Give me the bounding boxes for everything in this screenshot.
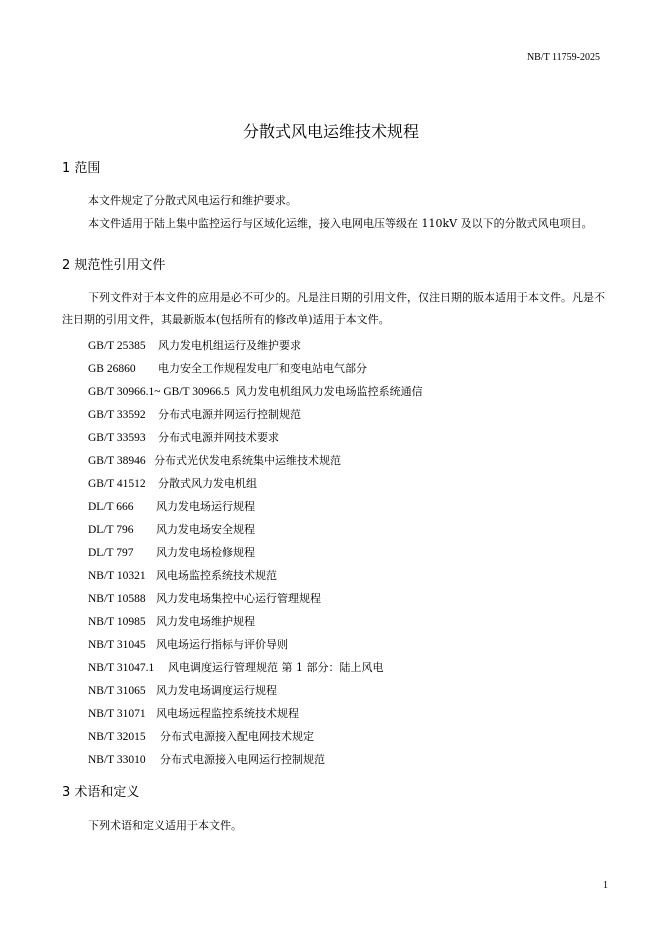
document-code: NB/T 11759-2025 bbox=[526, 52, 600, 63]
reference-item bbox=[88, 541, 423, 564]
section-heading-terms-definitions: 3 术语和定义 bbox=[62, 785, 140, 800]
reference-code: NB/T 33010 bbox=[88, 754, 146, 766]
reference-item bbox=[88, 679, 423, 702]
reference-item bbox=[88, 334, 423, 357]
reference-code: DL/T 666 bbox=[88, 501, 134, 513]
reference-code: DL/T 796 bbox=[88, 524, 134, 536]
terms-intro: 下列术语和定义适用于本文件。 bbox=[88, 819, 242, 832]
reference-item bbox=[88, 380, 423, 403]
reference-title: 风力发电机组风力发电场监控系统通信 bbox=[235, 385, 423, 398]
reference-code: GB/T 33593 bbox=[88, 432, 146, 444]
reference-title: 风力发电场集控中心运行管理规程 bbox=[156, 592, 321, 605]
reference-code: NB/T 31071 bbox=[88, 708, 146, 720]
reference-title: 风电场运行指标与评价导则 bbox=[156, 638, 288, 651]
reference-code: GB/T 30966.1~ GB/T 30966.5 bbox=[88, 386, 230, 398]
section-heading-normative-references: 2 规范性引用文件 bbox=[62, 258, 166, 273]
reference-title: 分布式电源并网技术要求 bbox=[158, 431, 279, 444]
reference-title: 风电调度运行管理规范 第 1 部分：陆上风电 bbox=[168, 661, 384, 674]
reference-code: NB/T 31045 bbox=[88, 639, 146, 651]
reference-item bbox=[88, 357, 423, 380]
reference-title: 风力发电场运行规程 bbox=[156, 500, 255, 513]
reference-code: NB/T 10321 bbox=[88, 570, 146, 582]
reference-item bbox=[88, 426, 423, 449]
reference-item bbox=[88, 495, 423, 518]
reference-code: NB/T 10588 bbox=[88, 593, 146, 605]
reference-code: GB/T 25385 bbox=[88, 340, 146, 352]
scope-paragraph-1: 本文件规定了分散式风电运行和维护要求。 bbox=[88, 194, 297, 207]
reference-code: GB/T 33592 bbox=[88, 409, 146, 421]
reference-title: 风力发电场安全规程 bbox=[156, 523, 255, 536]
reference-code: NB/T 31047.1 bbox=[88, 662, 155, 674]
reference-title: 分布式电源接入电网运行控制规范 bbox=[160, 753, 325, 766]
reference-list bbox=[88, 334, 423, 771]
reference-title: 风力发电场检修规程 bbox=[156, 546, 255, 559]
reference-item bbox=[88, 518, 423, 541]
document-title: 分散式风电运维技术规程 bbox=[242, 122, 419, 141]
reference-title: 风力发电场维护规程 bbox=[156, 615, 255, 628]
page-number: 1 bbox=[603, 880, 608, 891]
reference-item bbox=[88, 702, 423, 725]
reference-item bbox=[88, 656, 423, 679]
reference-item bbox=[88, 633, 423, 656]
reference-title: 风力发电机组运行及维护要求 bbox=[158, 339, 301, 352]
reference-code: NB/T 31065 bbox=[88, 685, 146, 697]
reference-item bbox=[88, 472, 423, 495]
reference-title: 电力安全工作规程发电厂和变电站电气部分 bbox=[158, 362, 367, 375]
reference-title: 分布式电源接入配电网技术规定 bbox=[160, 730, 314, 743]
reference-code: GB/T 41512 bbox=[88, 478, 146, 490]
reference-code: GB/T 38946 bbox=[88, 455, 146, 467]
reference-code: DL/T 797 bbox=[88, 547, 134, 559]
section-heading-scope: 1 范围 bbox=[62, 161, 101, 176]
scope-paragraph-2: 本文件适用于陆上集中监控运行与区域化运维，接入电网电压等级在 110kV 及以下的分散式风电项目。 bbox=[88, 217, 593, 230]
reference-title: 风电场监控系统技术规范 bbox=[156, 569, 277, 582]
reference-code: NB/T 32015 bbox=[88, 731, 146, 743]
reference-title: 分散式风力发电机组 bbox=[158, 477, 257, 490]
reference-item bbox=[88, 610, 423, 633]
reference-code: GB 26860 bbox=[88, 363, 136, 375]
reference-item bbox=[88, 725, 423, 748]
reference-title: 风电场远程监控系统技术规程 bbox=[156, 707, 299, 720]
normative-references-intro: 下列文件对于本文件的应用是必不可少的。凡是注日期的引用文件，仅注日期的版本适用于本文件。凡是不注日期的引用文件，其最新版本(包括所有的修改单)适用于本文件。 bbox=[62, 291, 605, 326]
reference-code: NB/T 10985 bbox=[88, 616, 146, 628]
reference-item bbox=[88, 449, 423, 472]
reference-title: 风力发电场调度运行规程 bbox=[156, 684, 277, 697]
reference-item bbox=[88, 748, 423, 771]
reference-item bbox=[88, 564, 423, 587]
reference-item bbox=[88, 587, 423, 610]
reference-title: 分布式电源并网运行控制规范 bbox=[158, 408, 301, 421]
reference-title: 分布式光伏发电系统集中运维技术规范 bbox=[154, 454, 341, 467]
reference-item bbox=[88, 403, 423, 426]
